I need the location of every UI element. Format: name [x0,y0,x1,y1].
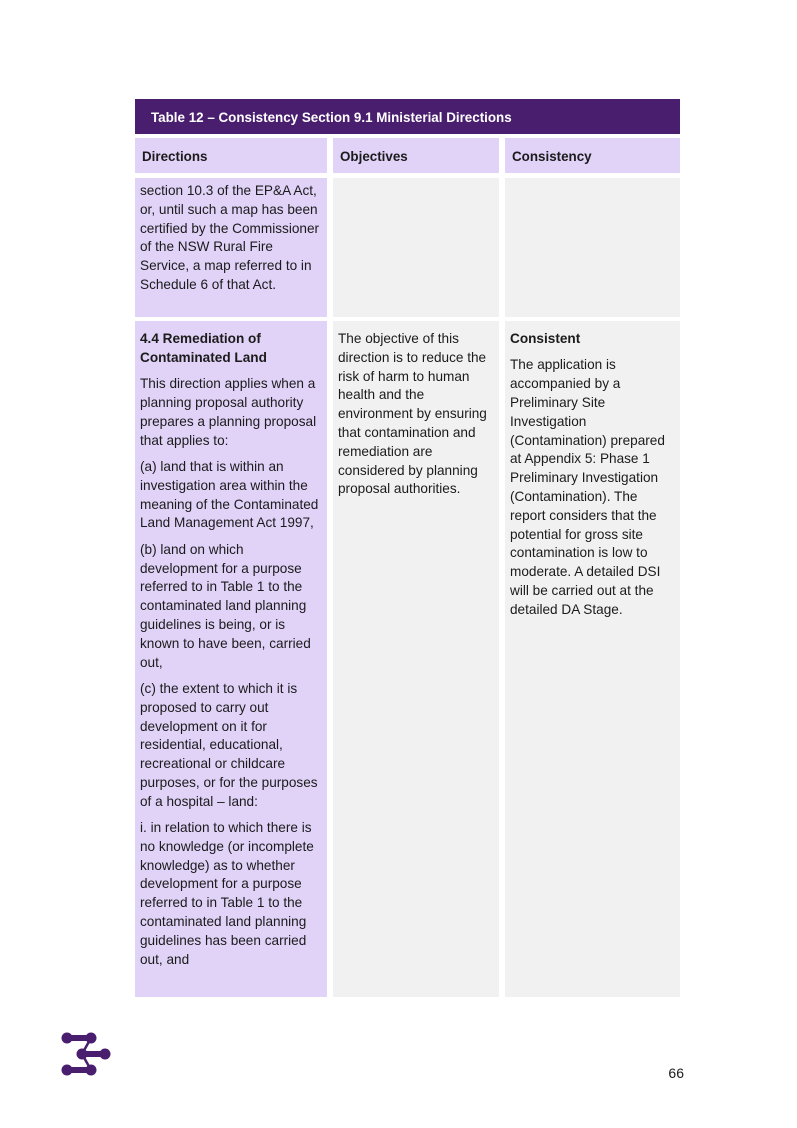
consistency-text: The application is accompanied by a Preliminary Site Investigation (Contamination) prepared at Appendix 5: Phase 1 Preliminary Investigation (Contamination). The report considers that the potential for gross site contamination is low to moderate. A detailed DSI will be carried out at the detailed DA Stage. [510,357,665,617]
direction-paragraph: This direction applies when a planning proposal authority prepares a planning proposal that applies to: [140,376,317,448]
row2-objective-cell [333,321,499,997]
row1-consistency-cell [505,178,680,317]
row2-consistency-cell [505,321,680,997]
direction-title: 4.4 Remediation of Contaminated Land [140,331,267,365]
ministerial-directions-table [135,99,680,997]
row1-objective-cell [333,178,499,317]
header-objectives: Objectives [333,138,499,173]
header-consistency: Consistency [505,138,680,173]
direction-paragraph: (b) land on which development for a purpose referred to in Table 1 to the contaminated land planning guidelines is being, or is known to have been, carried out, [140,541,311,670]
table-grid [135,138,680,997]
row1-direction-cell [135,178,327,317]
direction-paragraph: (a) land that is within an investigation area within the meaning of the Contaminated Land Management Act 1997, [140,458,319,531]
row1-direction-text: section 10.3 of the EP&A Act, or, until such a map has been certified by the Commissioner of the NSW Rural Fire Service, a map referred to in Schedule 6 of that Act. [140,183,320,292]
direction-paragraph: i. in relation to which there is no knowledge (or incomplete knowledge) as to whether development for a purpose referred to in Table 1 to the contaminated land planning guidelines has been carried out, and [140,820,314,967]
page-number: 66 [668,1065,684,1081]
row2-direction-cell [135,321,327,997]
header-directions: Directions [135,138,327,173]
direction-paragraph: (c) the extent to which it is proposed to carry out development on it for residential, educational, recreational or childcare purposes, or for the purposes of a hospital – land: [140,680,318,809]
consistency-title: Consistent [510,331,581,346]
table-title: Table 12 – Consistency Section 9.1 Ministerial Directions [135,99,680,134]
objective-text: The objective of this direction is to reduce the risk of harm to human health and the environment by ensuring that contamination and remediation are considered by planning proposal authorities. [338,331,487,497]
linked-dots-logo-icon [60,1030,112,1078]
